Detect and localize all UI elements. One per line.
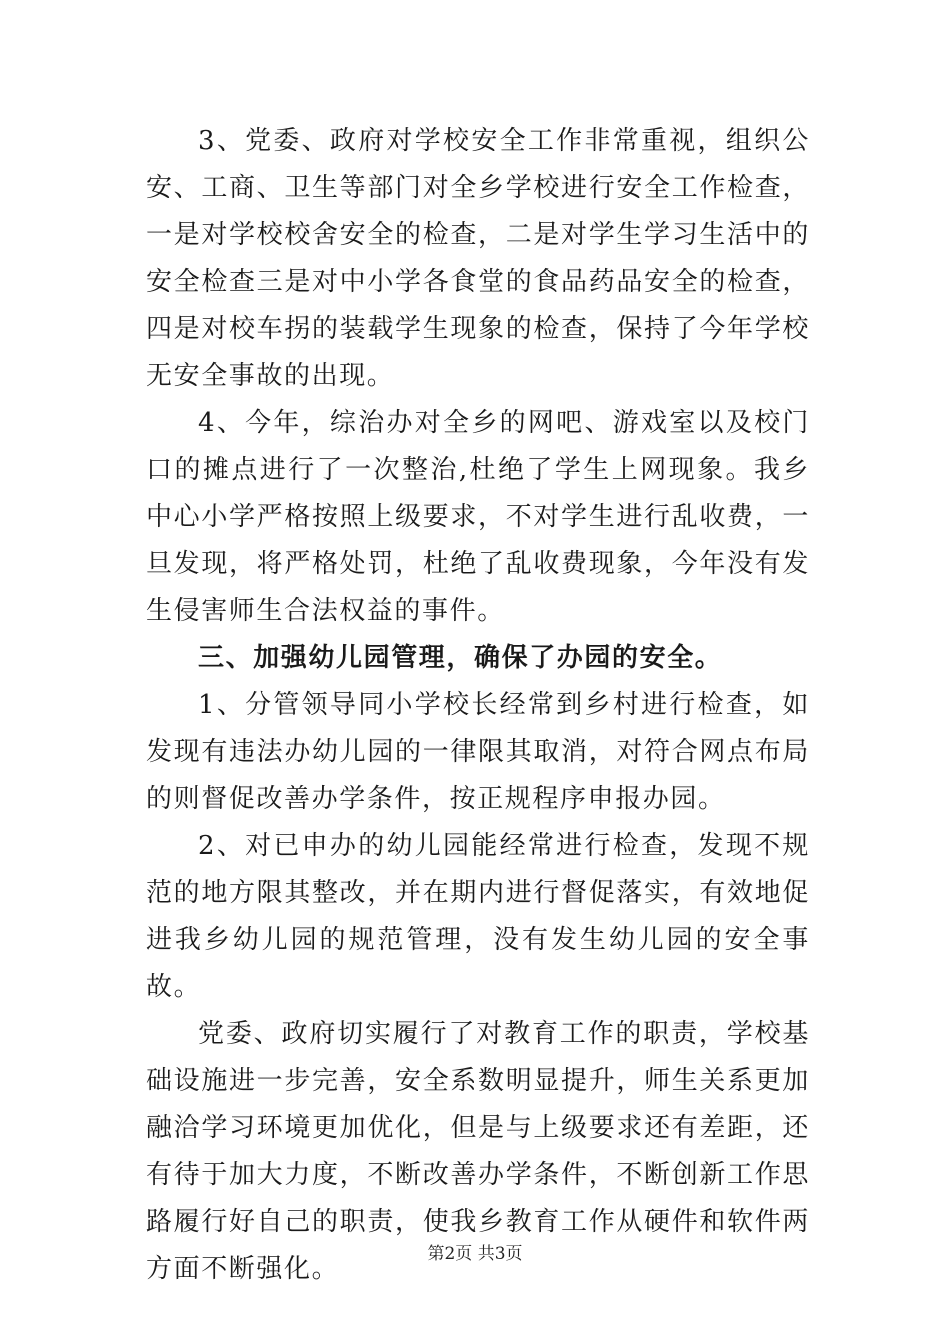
paragraph-item-4: 4、今年，综治办对全乡的网吧、游戏室以及校门口的摊点进行了一次整治,杜绝了学生上网现象。我乡中心小学严格按照上级要求，不对学生进行乱收费，一旦发现，将严格处罚，杜绝了乱收费现象，今年没有发生侵害师生合法权益的事件。 — [146, 408, 810, 626]
paragraph-item-3: 3、党委、政府对学校安全工作非常重视，组织公安、工商、卫生等部门对全乡学校进行安全工作检查，一是对学校校舍安全的检查，二是对学生学习生活中的安全检查三是对中小学各食堂的食品药品安全的检查，四是对校车拐的装载学生现象的检查，保持了今年学校无安全事故的出现。 — [146, 126, 810, 391]
page-number-footer: 第2页 共3页 — [427, 1244, 523, 1264]
paragraph-summary: 党委、政府切实履行了对教育工作的职责，学校基础设施进一步完善，安全系数明显提升，师生关系更加融洽学习环境更加优化，但是与上级要求还有差距，还有待于加大力度，不断改善办学条件，不断创新工作思路履行好自己的职责，使我乡教育工作从硬件和软件两方面不断强化。 — [146, 1019, 810, 1284]
section-heading-3: 三、加强幼儿园管理，确保了办园的安全。 — [198, 643, 723, 673]
paragraph-item-1: 1、分管领导同小学校长经常到乡村进行检查，如发现有违法办幼儿园的一律限其取消，对符合网点布局的则督促改善办学条件，按正规程序申报办园。 — [146, 690, 810, 814]
paragraph-item-2: 2、对已申办的幼儿园能经常进行检查，发现不规范的地方限其整改，并在期内进行督促落实，有效地促进我乡幼儿园的规范管理，没有发生幼儿园的安全事故。 — [146, 831, 810, 1002]
document-body — [146, 118, 810, 1293]
